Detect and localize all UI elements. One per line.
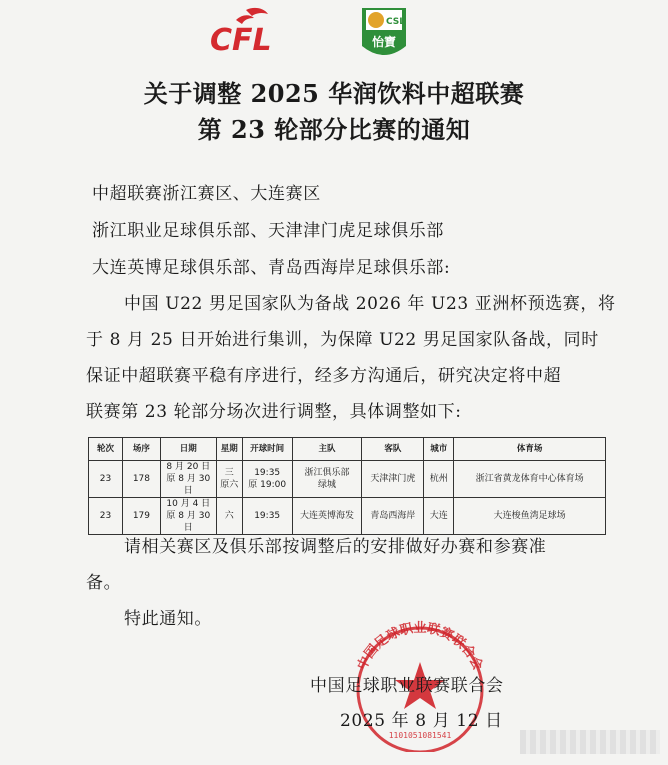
recipient-line: 浙江职业足球俱乐部、天津津门虎足球俱乐部 xyxy=(92,221,444,241)
closing-line: 请相关赛区及俱乐部按调整后的安排做好办赛和参赛准 xyxy=(124,537,547,557)
header-kickoff: 开球时间 xyxy=(242,438,292,461)
header-away: 客队 xyxy=(362,438,424,461)
seal-text: 中国足球职业联赛联合会 xyxy=(354,621,486,673)
logo-bar xyxy=(200,6,440,66)
cell-stadium: 大连梭鱼湾足球场 xyxy=(454,498,606,535)
csl-logo xyxy=(356,6,412,64)
body-line: 保证中超联赛平稳有序进行，经多方沟通后，研究决定将中超 xyxy=(86,366,562,386)
cell-round: 23 xyxy=(89,498,123,535)
header-weekday: 星期 xyxy=(216,438,242,461)
cell-home xyxy=(292,461,362,498)
signature-org: 中国足球职业联赛联合会 xyxy=(310,676,504,696)
body-line: 中国 U22 男足国家队为备战 2026 年 U23 亚洲杯预选赛，将 xyxy=(124,294,616,314)
header-home: 主队 xyxy=(292,438,362,461)
cfl-logo xyxy=(206,6,288,56)
cell-kickoff xyxy=(242,461,292,498)
cell-round: 23 xyxy=(89,461,123,498)
header-date: 日期 xyxy=(160,438,216,461)
cell-city: 杭州 xyxy=(424,461,454,498)
watermark xyxy=(520,730,660,754)
csl-logo-text: CSL xyxy=(386,17,405,27)
recipient-line: 中超联赛浙江赛区、大连赛区 xyxy=(92,184,321,204)
cell-weekday: 六 xyxy=(216,498,242,535)
table-row xyxy=(89,498,606,535)
cell-home: 大连英博海发 xyxy=(292,498,362,535)
cell-weekday xyxy=(216,461,242,498)
date-old: 原 8 月 30 日 xyxy=(166,511,211,533)
time-new: 19:35 xyxy=(254,468,281,478)
cell-match-no: 179 xyxy=(122,498,160,535)
cell-match-no: 178 xyxy=(122,461,160,498)
body-line: 联赛第 23 轮部分场次进行调整，具体调整如下: xyxy=(86,402,462,422)
notice-closing: 特此通知。 xyxy=(124,609,212,629)
sponsor-text: 怡寶 xyxy=(371,35,397,49)
cell-away: 青岛西海岸 xyxy=(362,498,424,535)
home-line2: 绿城 xyxy=(318,480,337,490)
home-line1: 浙江俱乐部 xyxy=(304,468,350,478)
header-round: 轮次 xyxy=(89,438,123,461)
closing-line: 备。 xyxy=(86,573,122,593)
cell-kickoff: 19:35 xyxy=(242,498,292,535)
date-old: 原 8 月 30 日 xyxy=(166,474,211,496)
table-row xyxy=(89,461,606,498)
weekday-old: 原六 xyxy=(220,480,239,490)
weekday-new: 三 xyxy=(224,468,234,478)
header-stadium: 体育场 xyxy=(454,438,606,461)
notice-title-line2: 第 23 轮部分比赛的通知 xyxy=(197,115,471,144)
cell-stadium: 浙江省黄龙体育中心体育场 xyxy=(454,461,606,498)
header-city: 城市 xyxy=(424,438,454,461)
time-old: 原 19:00 xyxy=(248,480,287,490)
body-line: 于 8 月 25 日开始进行集训，为保障 U22 男足国家队备战，同时 xyxy=(86,330,599,350)
cell-city: 大连 xyxy=(424,498,454,535)
cell-away: 天津津门虎 xyxy=(362,461,424,498)
header-match-no: 场序 xyxy=(122,438,160,461)
signature-date: 2025 年 8 月 12 日 xyxy=(340,711,503,731)
seal-code: 1101051081541 xyxy=(388,731,452,740)
cfl-logo-text: CFL xyxy=(210,23,272,56)
cell-date xyxy=(160,461,216,498)
date-new: 10 月 4 日 xyxy=(166,499,211,509)
notice-title-line1: 关于调整 2025 华润饮料中超联赛 xyxy=(143,79,525,108)
schedule-table xyxy=(88,437,606,535)
recipient-line: 大连英博足球俱乐部、青岛西海岸足球俱乐部: xyxy=(92,258,451,278)
table-header-row xyxy=(89,438,606,461)
cell-date xyxy=(160,498,216,535)
date-new: 8 月 20 日 xyxy=(166,462,211,472)
